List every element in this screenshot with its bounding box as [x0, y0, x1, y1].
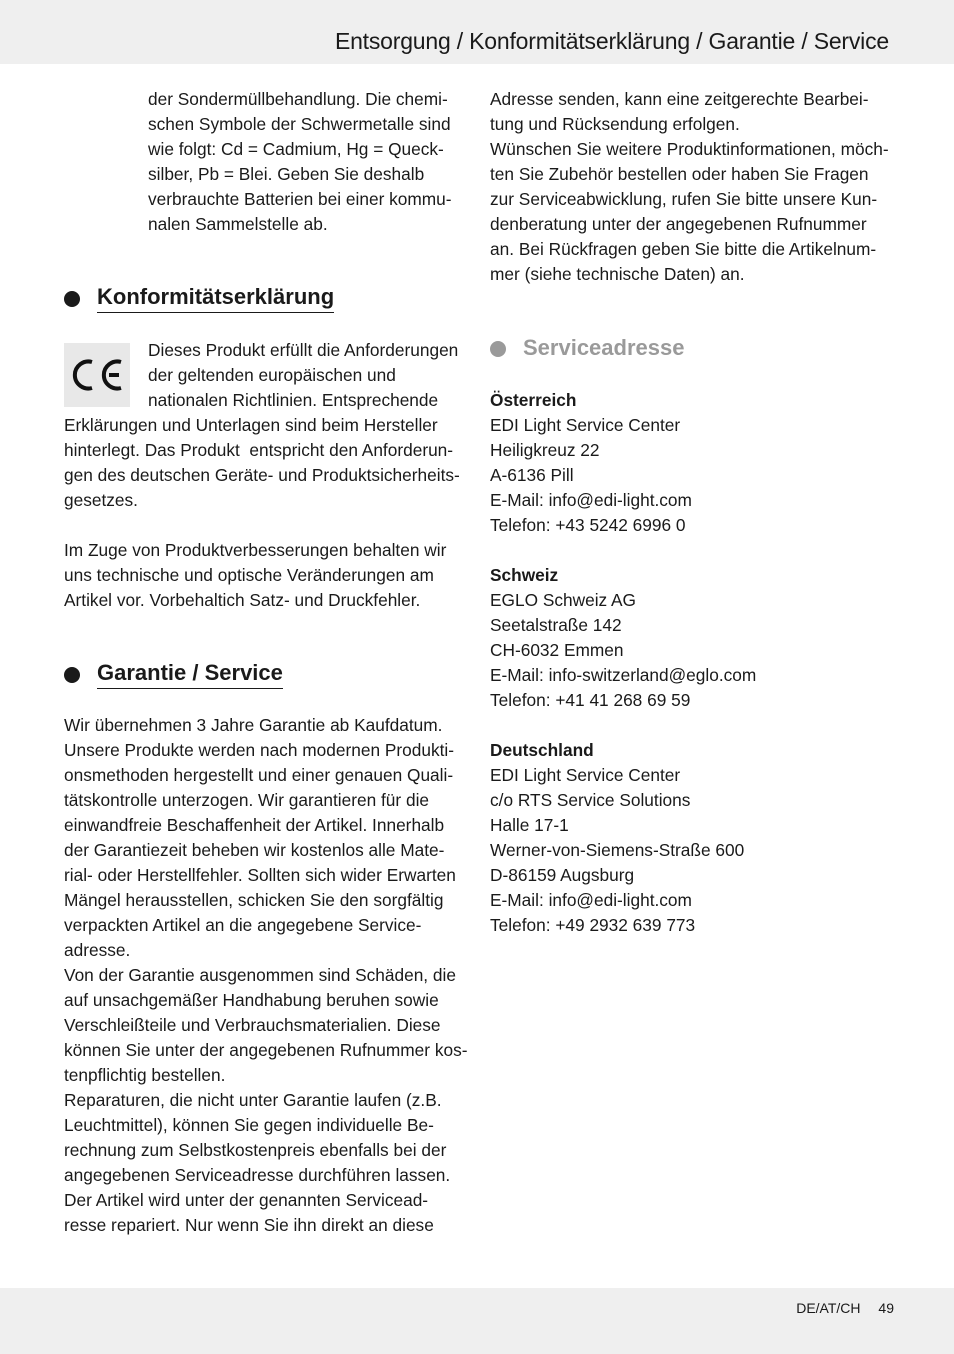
footer-locale: DE/AT/CH [796, 1300, 861, 1316]
bullet-icon [490, 341, 506, 357]
address-switzerland: EGLO Schweiz AG Seetalstraße 142 CH-6032 Emmen E-Mail: info-switzerland@eglo.com Telefon: +41 41 268 69 59 [490, 590, 757, 710]
footer-info [796, 1300, 894, 1316]
country-austria: Österreich [490, 390, 577, 410]
address-germany: EDI Light Service Center c/o RTS Service Solutions Halle 17-1 Werner-von-Siemens-Straße 600 D-86159 Augsburg E-Mail: info@edi-light.com Telefon: +49 2932 639 773 [490, 765, 745, 935]
conformity-heading [64, 284, 334, 313]
conformity-text: Erklärungen und Unterlagen sind beim Hersteller hinterlegt. Das Produkt entspricht den Anforderun- gen des deutschen Geräte- und Produktsicherheits- gesetzes. [64, 415, 460, 510]
service-address-heading [490, 335, 684, 363]
page-number: 49 [878, 1300, 894, 1316]
warranty-text: Wir übernehmen 3 Jahre Garantie ab Kaufdatum. Unsere Produkte werden nach modernen Produkti- onsmethoden hergestellt und einer genauen Quali- tätskontrolle unterzogen. Wir garantieren für die einwandfreie Beschaffenheit der Artikel. Innerhalb der Garantiezeit beheben wir kostenlos alle Mate- rial- oder Herstellfehler. Sollten sich wider Erwarten Mängel herausstellen, schicken Sie den sorgfältig verpackten Artikel an die angegebene Service- adresse. Von der Garantie ausgenommen sind Schäden, die auf unsachgemäßer Handhabung beruhen sowie Verschleißteile und Verbrauchsmaterialien. Diese können Sie unter der angegebenen Rufnummer kos- tenpflichtig bestellen. Reparaturen, die nicht unter Garantie laufen (z.B. Leuchtmittel), können Sie gegen individuelle Be- rechnung zum Selbstkostenpreis ebenfalls bei der angegebenen Serviceadresse durchführen lassen. Der Artikel wird unter der genannten Servicead- resse repariert. Nur wenn Sie ihn direkt an diese [64, 715, 468, 1235]
ce-mark-logo [64, 343, 130, 407]
warranty-heading-label: Garantie / Service [97, 660, 283, 689]
country-switzerland: Schweiz [490, 565, 559, 585]
service-continuation-text: Adresse senden, kann eine zeitgerechte Bearbei- tung und Rücksendung erfolgen. Wünschen Sie weitere Produktinformationen, möch- ten Sie Zubehör bestellen oder haben Sie Fragen zur Serviceabwicklung, rufen Sie bitte unsere Kun- denberatung unter der angegebenen Rufnummer an. Bei Rückfragen geben Sie bitte die Artikelnum- mer (siehe technische Daten) an. [490, 89, 889, 284]
warranty-heading [64, 660, 283, 689]
battery-disposal-text: der Sondermüllbehandlung. Die chemi- schen Symbole der Schwermetalle sind wie folgt: Cd = Cadmium, Hg = Queck- silber, Pb = Blei. Geben Sie deshalb verbrauchte Batterien bei einer kommu- nalen Sammelstelle ab. [148, 89, 452, 234]
page-footer [0, 1288, 954, 1354]
ce-mark-icon [64, 343, 130, 407]
page-header [0, 0, 954, 64]
conformity-text-beside-logo: Dieses Produkt erfüllt die Anforderungen der geltenden europäischen und nationalen Richtlinien. Entsprechende [148, 340, 459, 410]
page-title: Entsorgung / Konformitätserklärung / Garantie / Service [334, 28, 889, 54]
bullet-icon [64, 291, 80, 307]
conformity-heading-label: Konformitätserklärung [97, 284, 334, 313]
country-germany: Deutschland [490, 740, 594, 760]
address-austria: EDI Light Service Center Heiligkreuz 22 A-6136 Pill E-Mail: info@edi-light.com Telefon: +43 5242 6996 0 [490, 415, 692, 535]
service-address-heading-label: Serviceadresse [523, 335, 685, 360]
bullet-icon [64, 667, 80, 683]
improvement-note: Im Zuge von Produktverbesserungen behalten wir uns technische und optische Veränderungen am Artikel vor. Vorbehaltich Satz- und Druckfehler. [64, 540, 447, 610]
